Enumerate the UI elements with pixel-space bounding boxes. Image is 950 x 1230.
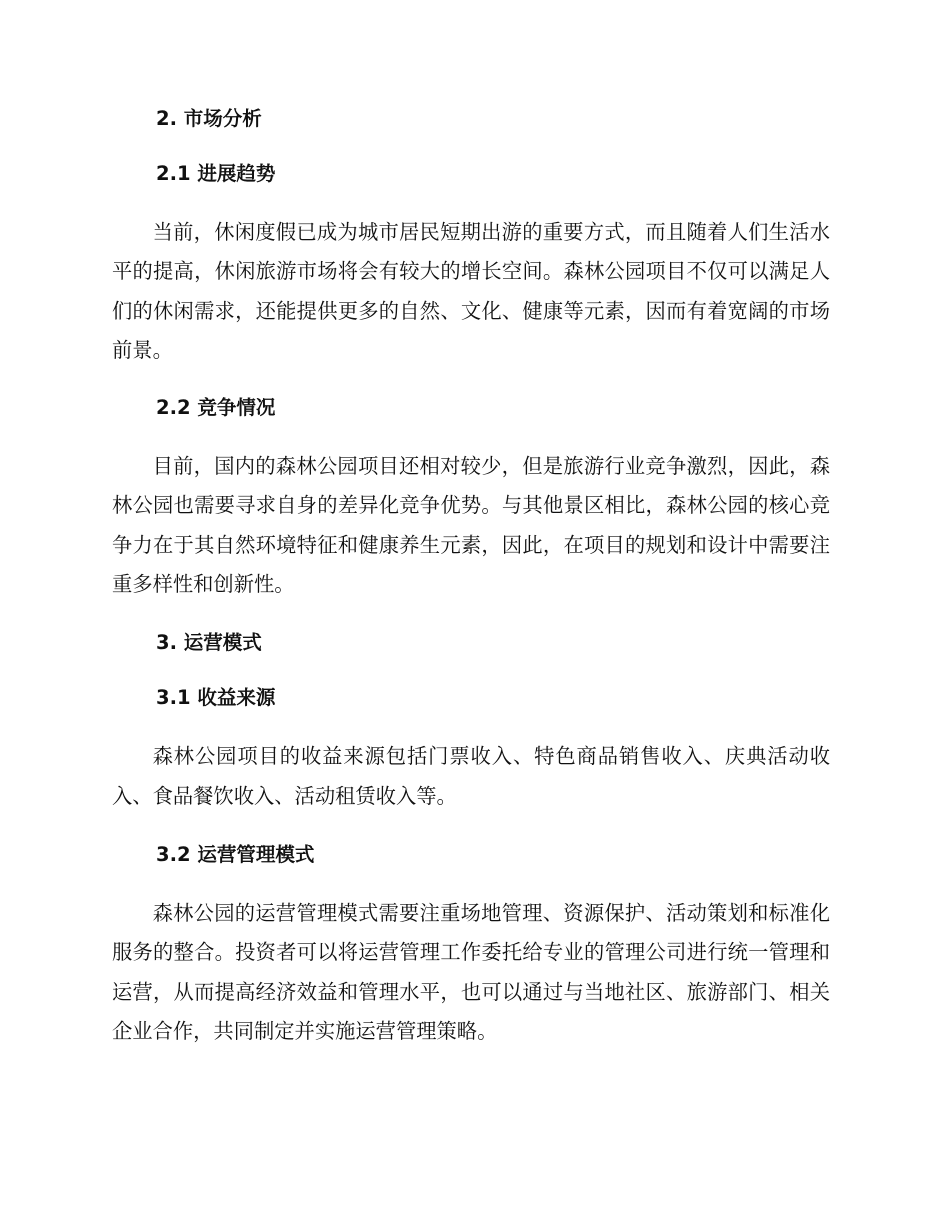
paragraph-revenue-sources: 森林公园项目的收益来源包括门票收入、特色商品销售收入、庆典活动收入、食品餐饮收入、活动租赁收入等。 [112, 744, 830, 808]
section-heading-operation-model: 3. 运营模式 [156, 631, 262, 655]
paragraph-operation-management: 森林公园的运营管理模式需要注重场地管理、资源保护、活动策划和标准化服务的整合。投资者可以将运营管理工作委托给专业的管理公司进行统一管理和运营，从而提高经济效益和管理水平，也可以通过与当地社区、旅游部门、相关企业合作，共同制定并实施运营管理策略。 [112, 900, 830, 1043]
subsection-heading-operation-management: 3.2 运营管理模式 [156, 842, 315, 866]
document-page [112, 104, 830, 1051]
subsection-heading-competition: 2.2 竞争情况 [156, 396, 276, 420]
paragraph-development-trend: 当前，休闲度假已成为城市居民短期出游的重要方式，而且随着人们生活水平的提高，休闲旅游市场将会有较大的增长空间。森林公园项目不仅可以满足人们的休闲需求，还能提供更多的自然、文化、健康等元素，因而有着宽阔的市场前景。 [112, 220, 830, 362]
paragraph-competition: 目前，国内的森林公园项目还相对较少，但是旅游行业竞争激烈，因此，森林公园也需要寻求自身的差异化竞争优势。与其他景区相比，森林公园的核心竞争力在于其自然环境特征和健康养生元素，因此，在项目的规划和设计中需要注重多样性和创新性。 [112, 454, 830, 597]
section-heading-market-analysis: 2. 市场分析 [156, 107, 262, 130]
subsection-heading-revenue-sources: 3.1 收益来源 [156, 686, 276, 710]
subsection-heading-development-trend: 2.1 进展趋势 [156, 162, 276, 185]
